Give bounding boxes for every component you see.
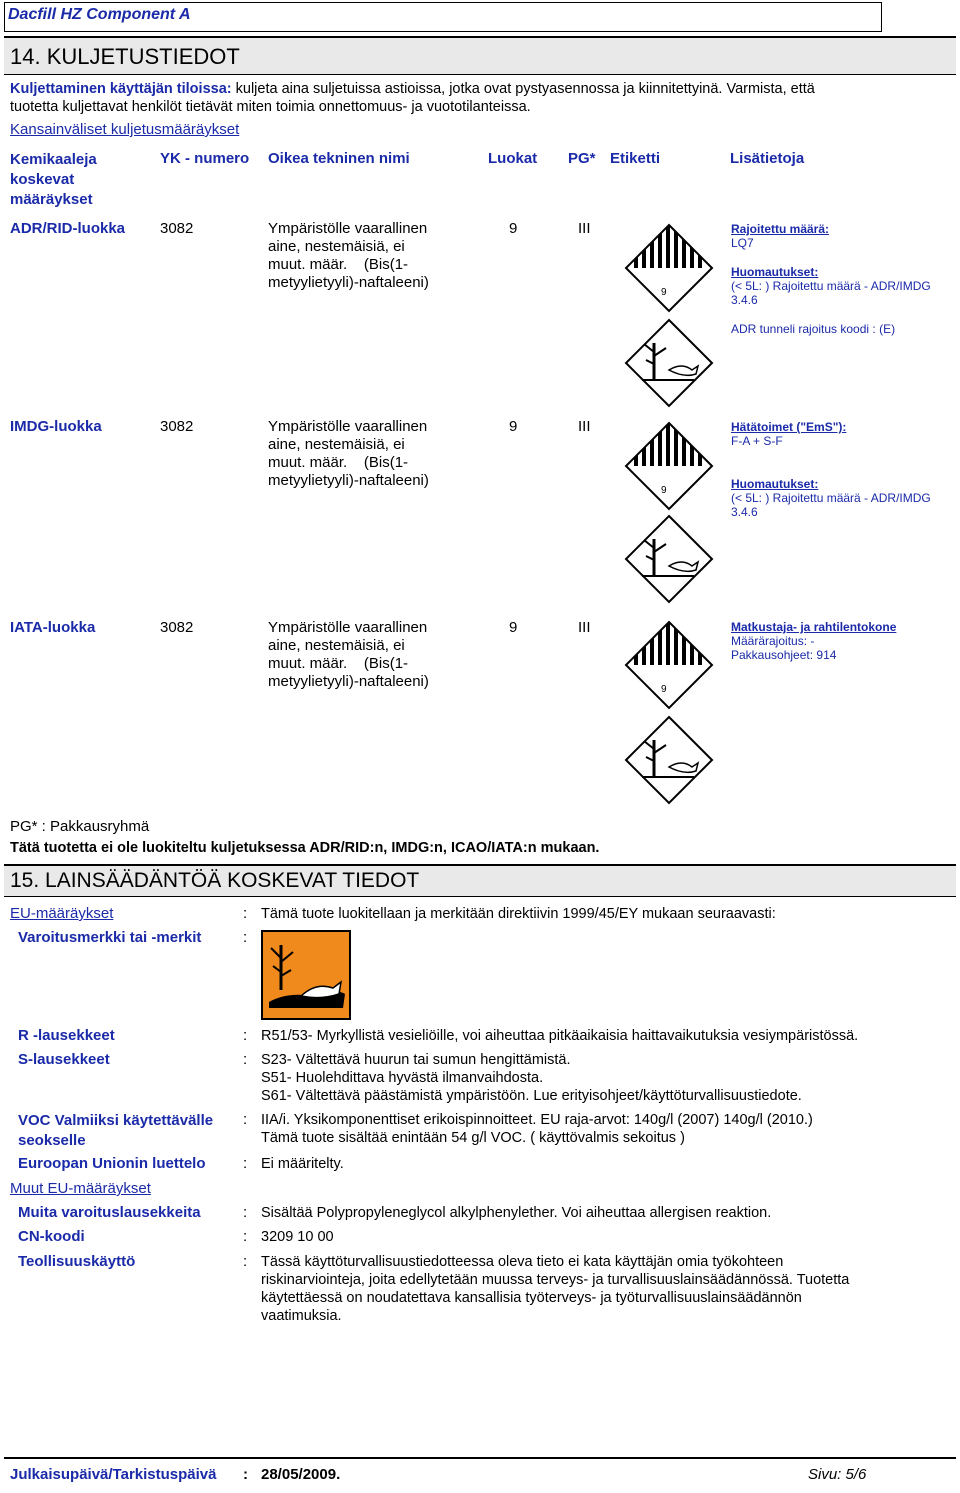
row-class: 9: [509, 418, 518, 435]
col-header-label: Etiketti: [610, 150, 661, 167]
name-line: muut. määr. (Bis(1-: [268, 454, 409, 471]
name-line: muut. määr. (Bis(1-: [268, 256, 409, 273]
s-phrases-value: [261, 1051, 802, 1105]
limited-quantity-value: LQ7: [731, 236, 754, 250]
col-header-un-number: YK - numero: [160, 150, 250, 167]
notes-line: (< 5L: ) Rajoitettu määrä - ADR/IMDG: [731, 491, 931, 505]
row-technical-name: [268, 418, 429, 490]
row-un-number: 3082: [160, 220, 194, 237]
colon: :: [243, 1155, 248, 1172]
colon: :: [243, 1027, 248, 1044]
row-technical-name: [268, 220, 429, 292]
row-un-number: 3082: [160, 418, 194, 435]
intro-label: Kuljettaminen käyttäjän tiloissa:: [10, 81, 232, 97]
eu-regulations-link[interactable]: EU-määräykset: [10, 905, 114, 922]
row-class: 9: [509, 220, 518, 237]
limited-quantity-title: [731, 222, 829, 236]
voc-value: [261, 1111, 813, 1147]
voc-label: [18, 1111, 213, 1151]
col-header-extra: Lisätietoja: [730, 150, 805, 167]
col-header-technical-name: Oikea tekninen nimi: [268, 150, 410, 167]
row-pg: III: [578, 619, 591, 636]
row-regime-adr: ADR/RID-luokka: [10, 220, 126, 237]
col-header-line: Kemikaaleja: [10, 151, 97, 168]
colon: :: [243, 1051, 248, 1068]
notes-line: (< 5L: ) Rajoitettu määrä - ADR/IMDG: [731, 279, 931, 293]
footer-divider: [4, 1457, 956, 1459]
cn-code-label: CN-koodi: [18, 1228, 85, 1245]
col-header-class: Luokat: [488, 150, 538, 167]
colon: :: [243, 1253, 248, 1270]
row-class: 9: [509, 619, 518, 636]
placard-number: 9: [661, 287, 667, 298]
ems-value: F-A + S-F: [731, 434, 783, 448]
dangerous-for-environment-icon: [261, 930, 351, 1020]
industrial-use-value: [261, 1253, 849, 1325]
environment-hazard-icon: [624, 514, 714, 604]
industry-line: käytettäessä on noudatettava kansallisia työterveys- ja työturvallisuuslainsäädännön: [261, 1290, 802, 1306]
name-line: Ympäristölle vaarallinen: [268, 220, 428, 237]
name-line: Ympäristölle vaarallinen: [268, 418, 428, 435]
section-14-header: [4, 36, 956, 75]
eu-inventory-label: Euroopan Unionin luettelo: [18, 1155, 206, 1172]
colon: :: [243, 929, 248, 946]
notes-line: 3.4.6: [731, 505, 758, 519]
cn-code-value: 3209 10 00: [261, 1229, 334, 1245]
industrial-use-label: Teollisuuskäyttö: [18, 1253, 136, 1270]
r-phrases-label: R -lausekkeet: [18, 1027, 115, 1044]
product-title: Dacfill HZ Component A: [8, 6, 191, 23]
not-classified-note: Tätä tuotetta ei ole luokiteltu kuljetuksessa ADR/RID:n, IMDG:n, ICAO/IATA:n mukaan.: [10, 840, 600, 856]
s-phrase: S51- Huolehdittava hyvästä ilmanvaihdosta.: [261, 1070, 544, 1086]
intro-line-2: tuotetta kuljettavat henkilöt tietävät miten toimia onnettomuus- ja vuototilanteissa.: [10, 99, 531, 115]
row-technical-name: [268, 619, 429, 691]
colon: :: [243, 1228, 248, 1245]
colon: :: [243, 1204, 248, 1221]
row-un-number: 3082: [160, 619, 194, 636]
section-15-header: [4, 864, 956, 897]
tunnel-code: ADR tunneli rajoitus koodi : (E): [731, 322, 896, 336]
ems-title: Hätätoimet ("EmS"):: [731, 420, 847, 434]
name-line: metyylietyyli)-naftaleeni): [268, 274, 429, 291]
industry-line: riskinarviointeja, joita edellytetään muussa terveys- ja turvallisuuslainsäädännössä. Tuotetta: [261, 1272, 850, 1288]
col-header-regulations: [10, 150, 97, 210]
col-header-line: määräykset: [10, 191, 93, 208]
placard-number: 9: [661, 485, 667, 496]
voc-label-line: seokselle: [18, 1132, 86, 1149]
name-line: metyylietyyli)-naftaleeni): [268, 673, 429, 690]
section-14-title: 14. KULJETUSTIEDOT: [10, 44, 240, 69]
class-9-placard-icon: [624, 223, 714, 313]
voc-label-line: VOC Valmiiksi käytettävälle: [18, 1112, 214, 1129]
notes-line: 3.4.6: [731, 293, 758, 307]
transport-intro: [10, 80, 950, 116]
placard-number: 9: [661, 684, 667, 695]
pg-note: PG* : Pakkausryhmä: [10, 818, 150, 835]
aircraft-title: Matkustaja- ja rahtilentokone: [731, 620, 897, 634]
col-header-pg: PG*: [568, 150, 596, 167]
quantity-limit: Määrärajoitus: -: [731, 634, 815, 648]
warning-symbol-label: Varoitusmerkki tai -merkit: [18, 929, 202, 946]
s-phrases-label: S-lausekkeet: [18, 1051, 110, 1068]
issue-date-label: Julkaisupäivä/Tarkistuspäivä: [10, 1466, 217, 1483]
s-phrase: S61- Vältettävä päästämistä ympäristöön. Lue erityisohjeet/käyttöturvallisuustiedote.: [261, 1088, 802, 1104]
environment-hazard-icon: [624, 318, 714, 408]
name-line: metyylietyyli)-naftaleeni): [268, 472, 429, 489]
issue-date-value: 28/05/2009.: [261, 1466, 341, 1483]
extra-title: Rajoitettu määrä:: [731, 222, 830, 236]
name-line: aine, nestemäisiä, ei: [268, 436, 405, 453]
name-line: aine, nestemäisiä, ei: [268, 238, 405, 255]
colon: :: [243, 905, 248, 922]
voc-line: IIA/i. Yksikomponenttiset erikoispinnoitteet. EU raja-arvot: 140g/l (2007) 140g/l (2010.): [261, 1112, 813, 1128]
voc-line: Tämä tuote sisältää enintään 54 g/l VOC. ( käyttövalmis sekoitus ): [261, 1130, 685, 1146]
colon: :: [243, 1111, 248, 1128]
row-regime-imdg: IMDG-luokka: [10, 418, 102, 435]
other-eu-regulations-link[interactable]: Muut EU-määräykset: [10, 1180, 151, 1197]
section-15-title: 15. LAINSÄÄDÄNTÖÄ KOSKEVAT TIEDOT: [10, 869, 420, 892]
page-number: Sivu: 5/6: [808, 1466, 867, 1483]
packing-instruction: Pakkausohjeet: 914: [731, 648, 837, 662]
row-pg: III: [578, 418, 591, 435]
notes-title: Huomautukset:: [731, 477, 819, 491]
name-line: muut. määr. (Bis(1-: [268, 655, 409, 672]
international-regulations-link[interactable]: Kansainväliset kuljetusmääräykset: [10, 121, 240, 138]
eu-inventory-value: Ei määritelty.: [261, 1156, 344, 1172]
industry-line: Tässä käyttöturvallisuustiedotteessa oleva tieto ei kata käyttäjän omia työkohteen: [261, 1254, 784, 1270]
r-phrases-value: R51/53- Myrkyllistä vesieliöille, voi aiheuttaa pitkäaikaisia haittavaikutuksia vesiympäristössä.: [261, 1028, 859, 1044]
class-9-placard-icon: [624, 620, 714, 710]
col-header-line: koskevat: [10, 171, 75, 188]
eu-regulations-value: Tämä tuote luokitellaan ja merkitään direktiivin 1999/45/EY mukaan seuraavasti:: [261, 906, 776, 922]
s-phrase: S23- Vältettävä huurun tai sumun hengittämistä.: [261, 1052, 571, 1068]
industry-line: vaatimuksia.: [261, 1308, 342, 1324]
name-line: Ympäristölle vaarallinen: [268, 619, 428, 636]
class-9-placard-icon: [624, 421, 714, 511]
row-regime-iata: IATA-luokka: [10, 619, 96, 636]
notes-title: Huomautukset:: [731, 265, 819, 279]
colon: :: [243, 1466, 248, 1483]
other-warnings-value: Sisältää Polypropyleneglycol alkylphenylether. Voi aiheuttaa allergisen reaktion.: [261, 1205, 772, 1221]
environment-hazard-icon: [624, 715, 714, 805]
name-line: aine, nestemäisiä, ei: [268, 637, 405, 654]
intro-line-1: kuljeta aina suljetuissa astioissa, jotka ovat pystyasennossa ja kiinnitettyinä. Varmista, että: [235, 81, 815, 97]
row-pg: III: [578, 220, 591, 237]
other-warnings-label: Muita varoituslausekkeita: [18, 1204, 201, 1221]
